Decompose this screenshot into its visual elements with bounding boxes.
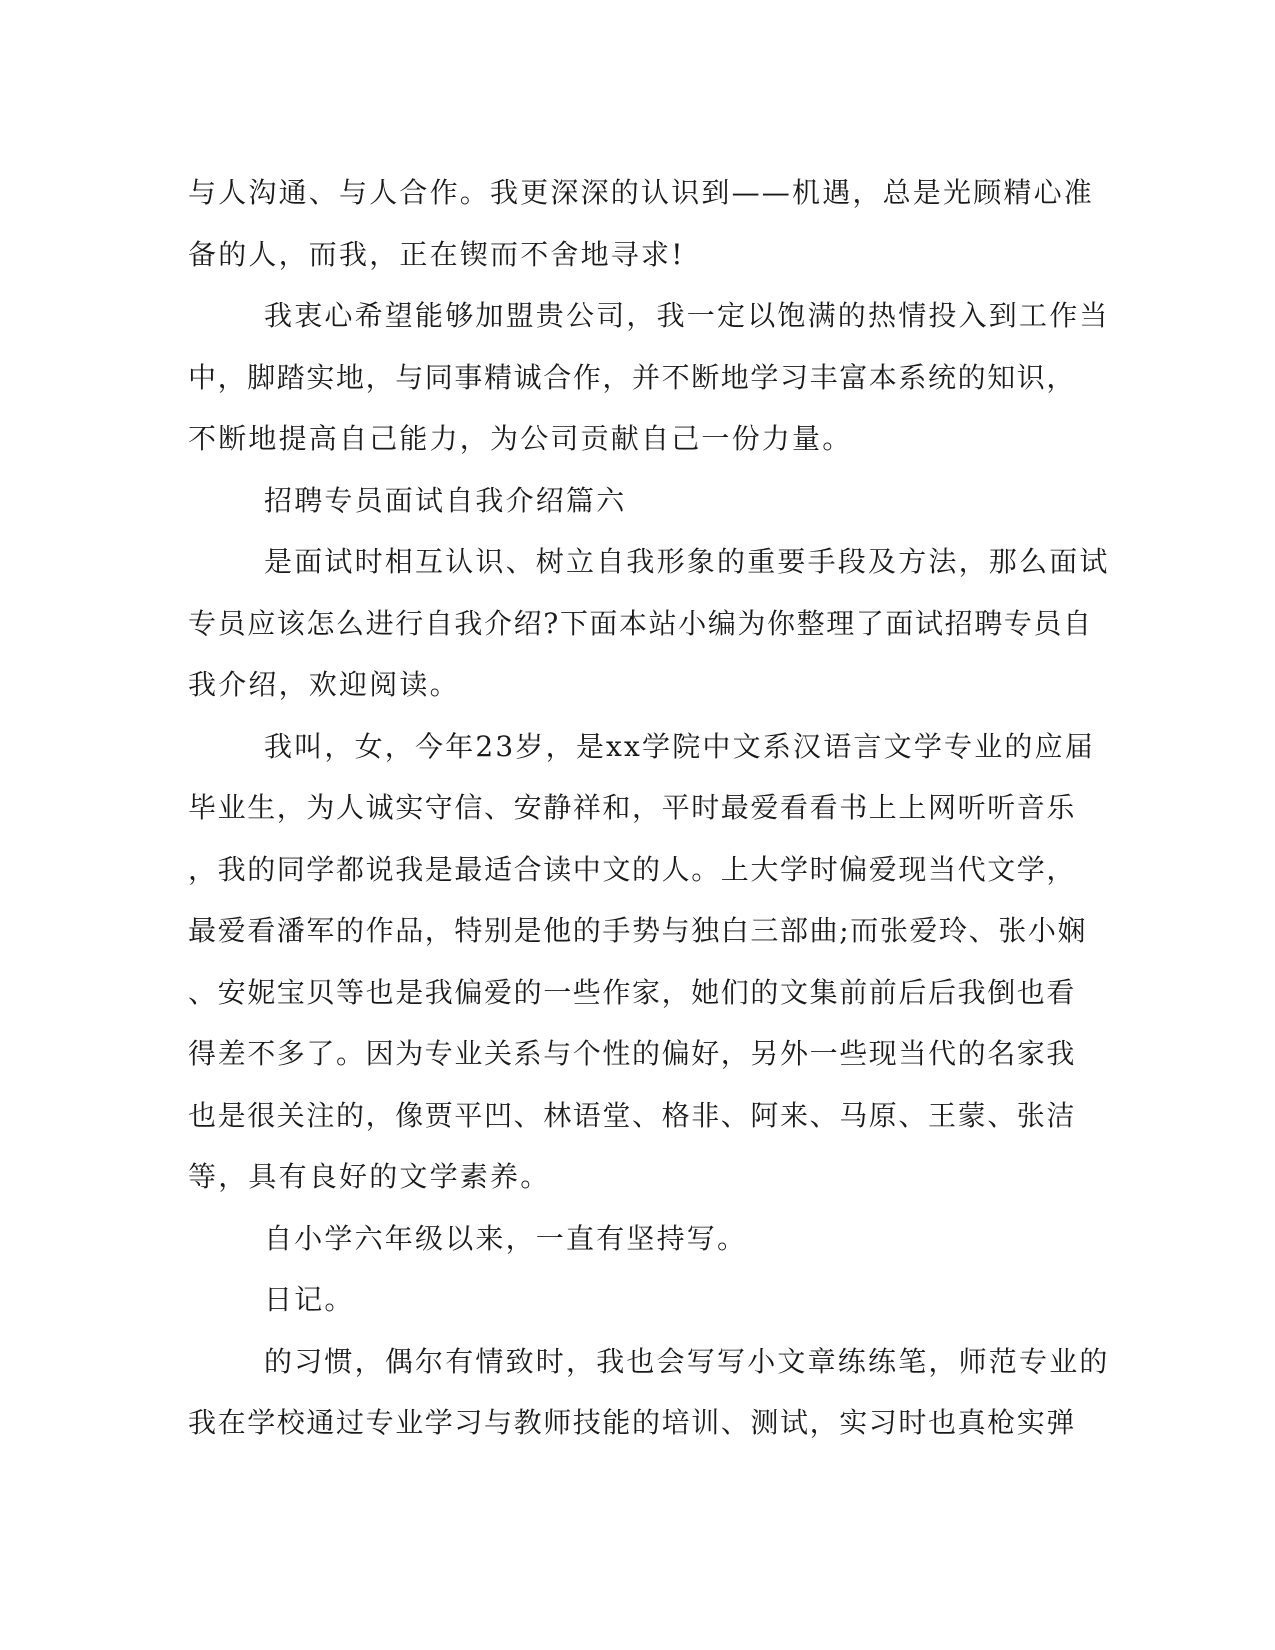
text-line: 是面试时相互认识、树立自我形象的重要手段及方法，那么面试 [264,545,1110,578]
text-line: 不断地提高自己能力，为公司贡献自己一份力量。 [188,422,853,455]
text-line: 的习惯，偶尔有情致时，我也会写写小文章练练笔，师范专业的 [264,1344,1110,1378]
text-line: 我在学校通过专业学习与教师技能的培训、测试，实习时也真枪实弹 [188,1406,1077,1439]
text-line: 我衷心希望能够加盟贵公司，我一定以饱满的热情投入到工作当 [264,299,1110,332]
text-line: 自小学六年级以来，一直有坚持写。 [264,1221,748,1255]
text-line: 最爱看潘军的作品，特别是他的手势与独白三部曲;而张爱玲、张小娴 [188,914,1088,947]
text-line: 专员应该怎么进行自我介绍?下面本站小编为你整理了面试招聘专员自 [188,606,1093,640]
text-line: 我介绍，欢迎阅读。 [188,668,460,701]
text-line: 等，具有良好的文学素养。 [188,1160,551,1193]
text-line: 毕业生，为人诚实守信、安静祥和，平时最爱看看书上上网听听音乐 [188,791,1077,824]
document-body [188,162,1110,1454]
section-heading: 招聘专员面试自我介绍篇六 [264,483,627,517]
text-line: 备的人，而我，正在锲而不舍地寻求! [188,237,685,271]
text-line: 也是很关注的，像贾平凹、林语堂、格非、阿来、马原、王蒙、张洁 [188,1098,1077,1132]
text-line: 得差不多了。因为专业关系与个性的偏好，另外一些现当代的名家我 [188,1037,1077,1070]
text-line: 我叫，女，今年23岁，是xx学院中文系汉语言文学专业的应届 [264,729,1096,763]
text-line: 与人沟通、与人合作。我更深深的认识到——机遇，总是光顾精心准 [188,176,1095,209]
text-line: 中，脚踏实地，与同事精诚合作，并不断地学习丰富本系统的知识， [188,360,1077,394]
text-line: 、安妮宝贝等也是我偏爱的一些作家，她们的文集前前后后我倒也看 [188,975,1077,1009]
text-line: ，我的同学都说我是最适合读中文的人。上大学时偏爱现当代文学， [188,852,1077,886]
text-line: 日记。 [264,1283,355,1316]
